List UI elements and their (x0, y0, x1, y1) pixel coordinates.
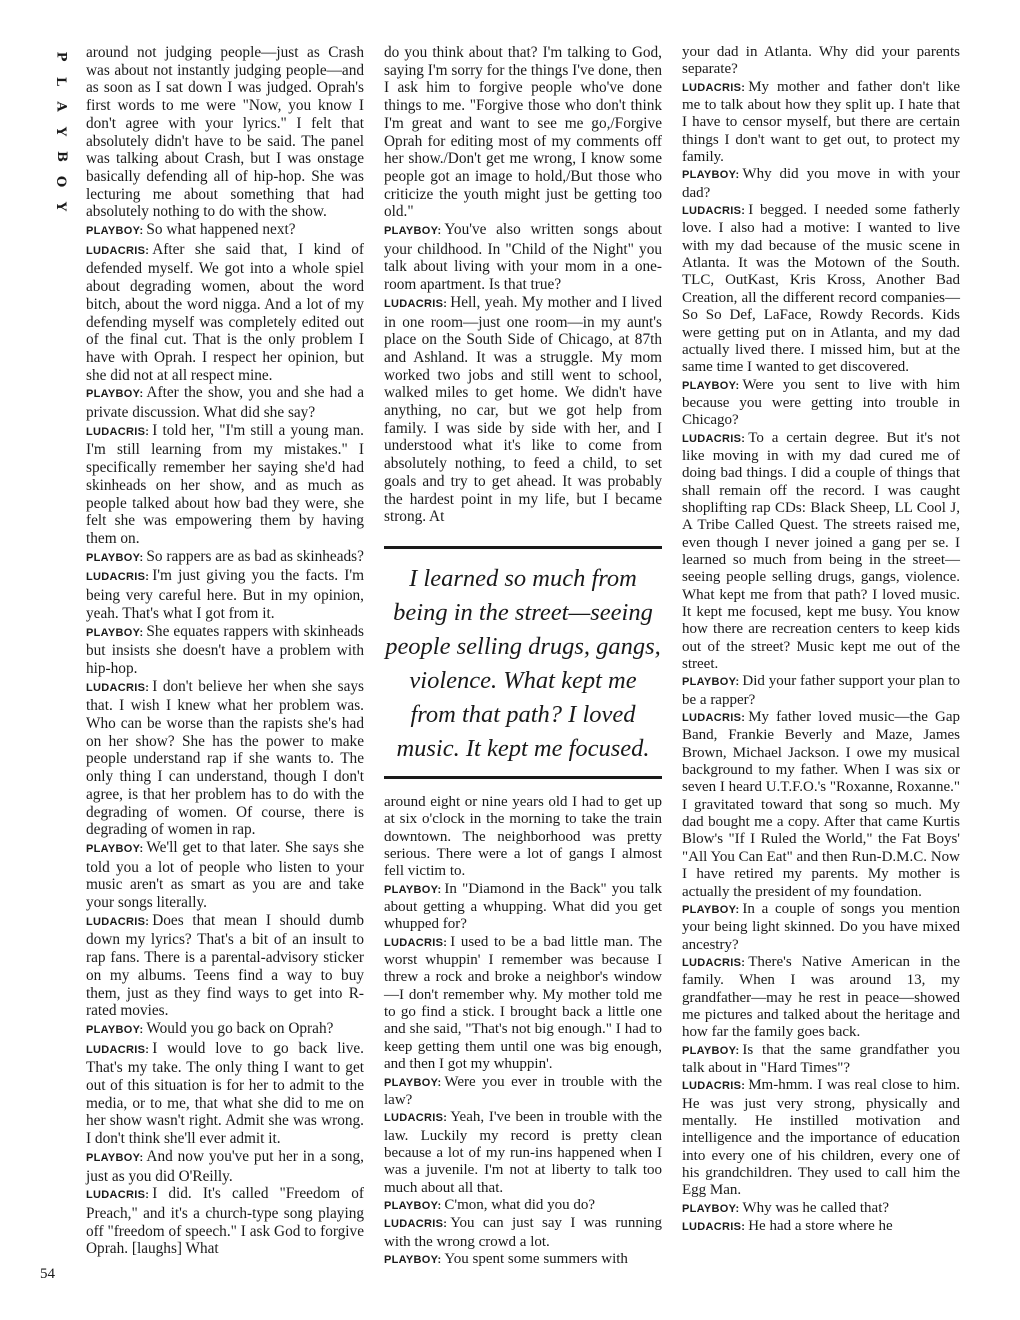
speaker-label: LUDACRIS: (682, 712, 746, 725)
speaker-label: LUDACRIS: (86, 425, 150, 438)
interview-paragraph (682, 377, 960, 430)
speaker-label: LUDACRIS: (682, 1080, 746, 1093)
speaker-label: LUDACRIS: (682, 956, 746, 969)
magazine-vertical-logo (48, 44, 74, 219)
paragraph-text: Yeah, I've been in trouble with the law. Luckily my record is pretty clean because a lot of my run-ins happened when I was a juvenile. I'm not at liberty to talk too much about all that. (384, 1109, 662, 1196)
paragraph-text: Hell, yeah. My mother and I lived in one room—just one room—in my aunt's place on the South Side of Chicago, at 87th and Ashland. It was a struggle. My mom worked two jobs and still went to school, walked miles to get home. We didn't have anything, no car, but we got help from family. I was side by side with her, and I understood what it's like to come from absolutely nothing, to feed a child, to set goals and try to get ahead. It was probably the hardest point in my life, but I became strong. At (384, 293, 662, 526)
paragraph-text: around eight or nine years old I had to get up at six o'clock in the morning to take the train downtown. The neighborhood was pretty serious. There were a lot of gangs I almost fell victim to. (384, 794, 662, 880)
paragraph-text: In a couple of songs you mention your being light skinned. Do you have mixed ancestry? (682, 900, 960, 953)
interview-paragraph (86, 912, 364, 1020)
paragraph-text: So rappers are as bad as skinheads? (146, 547, 364, 565)
speaker-label: PLAYBOY: (384, 1076, 442, 1089)
speaker-label: PLAYBOY: (682, 169, 740, 182)
text-column-2-continued (384, 794, 662, 1269)
speaker-label: LUDACRIS: (86, 244, 150, 257)
interview-paragraph (86, 1020, 364, 1040)
interview-paragraph (384, 1215, 662, 1251)
speaker-label: PLAYBOY: (682, 676, 740, 689)
paragraph-text: You can just say I was running with the wrong crowd a lot. (384, 1215, 662, 1250)
interview-paragraph (682, 1218, 960, 1236)
speaker-label: PLAYBOY: (86, 225, 144, 238)
paragraph-text: In "Diamond in the Back" you talk about getting a whupping. What did you get whupped for? (384, 880, 662, 933)
interview-paragraph (86, 623, 364, 678)
continued-paragraph (384, 44, 662, 221)
paragraph-text: She equates rappers with skinheads but insists she doesn't have a problem with hip-hop. (86, 622, 364, 677)
interview-paragraph (682, 202, 960, 376)
interview-paragraph (682, 1200, 960, 1218)
logo-letter: B (53, 151, 69, 162)
speaker-label: LUDACRIS: (682, 432, 746, 445)
interview-paragraph (682, 1042, 960, 1078)
paragraph-text: There's Native American in the family. When I was around 13, my grandfather—may he rest in peace—showed me pictures and talked about the heritage and how far the family goes back. (682, 953, 960, 1041)
logo-letter: Y (53, 201, 69, 212)
speaker-label: PLAYBOY: (86, 842, 144, 855)
paragraph-text: your dad in Atlanta. Why did your parents separate? (682, 44, 960, 78)
interview-paragraph (682, 901, 960, 954)
paragraph-text: Were you sent to live with him because you were getting into trouble in Chicago? (682, 376, 960, 429)
paragraph-text: We'll get to that later. She says she told you a lot of people who listen to your music aren't as smart as you are and take your songs literally. (86, 838, 364, 912)
paragraph-text: Would you go back on Oprah? (146, 1019, 334, 1037)
paragraph-text: After the show, you and she had a private discussion. What did she say? (86, 384, 364, 422)
paragraph-text: C'mon, what did you do? (444, 1196, 596, 1213)
paragraph-text: You spent some summers with (444, 1250, 628, 1267)
speaker-label: PLAYBOY: (86, 388, 144, 401)
logo-letter: P (53, 51, 69, 62)
paragraph-text: do you think about that? I'm talking to God, saying I'm sorry for the things I've done, then I ask him to forgive people who've done things to me. "Forgive those who don't think I'm great and want to see me go,/Forgive Oprah for editing most of my comments off her show./Don't get me wrong, I know some people got an image to hold,/But those who criticize the youth might just be getting too old." (384, 44, 662, 221)
paragraph-text: To a certain degree. But it's not like moving in with my dad cured me of doing bad things. I did a couple of things that shall remain off the record. I was caught shoplifting rap CDs: Black Sheep, LL Cool J, A Tribe Called Quest. The streets raised me, even though I never joined a gang per se. I learned so much from being in the street—seeing people selling drugs, gangs, violence. What kept me from that path? I loved music. It kept me focused, kept me busy. You know how there are recreation centers to keep kids out of the street? Music kept me out of the street. (682, 429, 960, 673)
interview-paragraph (86, 548, 364, 568)
paragraph-text: I'm just giving you the facts. I'm being very careful here. But in my opinion, yeah. That's what I got from it. (86, 567, 364, 622)
paragraph-text: I did. It's called "Freedom of Preach," and it's a church-type song playing off "freedom of speech." I ask God to forgive Oprah. [laughs] What (86, 1185, 364, 1258)
paragraph-text: He had a store where he (748, 1218, 893, 1235)
interview-paragraph (86, 1185, 364, 1258)
speaker-label: LUDACRIS: (86, 681, 150, 694)
interview-paragraph (682, 709, 960, 901)
interview-paragraph (384, 1074, 662, 1110)
interview-paragraph (682, 79, 960, 167)
speaker-label: PLAYBOY: (682, 379, 740, 392)
speaker-label: PLAYBOY: (86, 626, 144, 639)
paragraph-text: I begged. I needed some fatherly love. I also had a motive: I wanted to live with my dad because of the music scene in Atlanta. It was the Motown of the South. TLC, OutKast, Kris Kross, Another Bad Creation, all the different record companies—So So Def, LaFace, Rowdy Records. Kids were getting put on in Atlanta, and my dad actually lived there. I missed him, but at the same time I wanted to get discovered. (682, 202, 960, 376)
continued-paragraph (682, 44, 960, 79)
speaker-label: PLAYBOY: (86, 1151, 144, 1164)
speaker-label: PLAYBOY: (682, 1202, 740, 1215)
speaker-label: PLAYBOY: (384, 1253, 442, 1266)
paragraph-text: I told her, "I'm still a young man. I'm still learning from my mistakes." I specifically remember her saying she'd had skinheads on her show, and as much as people talked about how bad they were, she felt she was empowering them by having them on. (86, 421, 364, 547)
interview-paragraph (682, 1077, 960, 1199)
speaker-label: LUDACRIS: (682, 1221, 746, 1234)
speaker-label: PLAYBOY: (86, 1023, 144, 1036)
interview-paragraph (384, 221, 662, 294)
paragraph-text: Did your father support your plan to be a rapper? (682, 673, 960, 708)
speaker-label: PLAYBOY: (384, 225, 442, 238)
interview-paragraph (384, 1109, 662, 1197)
interview-paragraph (86, 221, 364, 241)
interview-paragraph (86, 678, 364, 839)
pull-quote: I learned so much from being in the street—seeing people selling drugs, gangs, violence. What kept me from that path? I loved music. It kept me focused. (385, 565, 661, 762)
page-number: 54 (40, 1266, 55, 1282)
speaker-label: PLAYBOY: (682, 1044, 740, 1057)
speaker-label: LUDACRIS: (86, 571, 150, 584)
logo-letter: L (53, 76, 69, 87)
speaker-label: PLAYBOY: (682, 903, 740, 916)
paragraph-text: Why was he called that? (742, 1199, 890, 1216)
speaker-label: LUDACRIS: (86, 915, 150, 928)
interview-paragraph (86, 567, 364, 622)
paragraph-text: My father loved music—the Gap Band, Frankie Beverly and Maze, James Brown, Michael Jackson. I owe my musical background to my father. When I was six or seven I heard U.T.F.O.'s "Roxanne, Roxanne." I gravitated toward that song so much. My dad bought me a copy. After that came Kurtis Blow's "If I Ruled the World," the Fat Boys' "All You Can Eat" and then Run-D.M.C. Now I have retired my parents. My mother is actually the president of my foundation. (682, 709, 960, 900)
paragraph-text: You've also written songs about your childhood. In "Child of the Night" you talk about living with your mom in a one-room apartment. Is that true? (384, 221, 662, 294)
interview-paragraph (384, 881, 662, 934)
speaker-label: LUDACRIS: (682, 205, 746, 218)
logo-letter: A (53, 101, 69, 112)
logo-letter: Y (53, 126, 69, 137)
interview-paragraph (682, 954, 960, 1042)
text-column-1 (86, 44, 364, 1258)
paragraph-text: I would love to go back live. That's my take. The only thing I want to get out of this situation is for her to admit to the media, or to me, that what she did to me on her show wasn't right. Admit she was wrong. I don't think she'll ever admit it. (86, 1039, 364, 1148)
speaker-label: LUDACRIS: (682, 81, 746, 94)
continued-paragraph (384, 794, 662, 881)
paragraph-text: I used to be a bad little man. The worst whuppin' I remember was because I threw a rock and broke a neighbor's window—I don't remember why. My mother told me to go find a stick. I brought back a little one and she said, "That's not big enough." I had to keep getting them until one was big enough, and then I got my whuppin'. (384, 933, 662, 1073)
speaker-label: LUDACRIS: (384, 1112, 448, 1125)
speaker-label: PLAYBOY: (384, 883, 442, 896)
paragraph-text: So what happened next? (146, 221, 296, 239)
paragraph-text: Mm-hmm. I was real close to him. He was just very strong, physically and mentally. He instilled motivation and intelligence and the importance of education into every one of his children, every one of his grandchildren. They used to call him the Egg Man. (682, 1077, 960, 1199)
speaker-label: PLAYBOY: (86, 551, 144, 564)
interview-paragraph (682, 430, 960, 674)
paragraph-text: around not judging people—just as Crash was about not instantly judging people—and as soon as I sat down I was judged. Oprah's first words to me were "Now, you know I don't agree with your lyrics." I felt that absolutely didn't have to be said. The panel was talking about Crash, but I was onstage basically defending all of hip-hop. She was lecturing me about something that had absolutely nothing to do with the show. (86, 44, 364, 221)
pull-quote-bottom-rule (384, 776, 662, 779)
paragraph-text: Why did you move in with your dad? (682, 166, 960, 201)
interview-paragraph (86, 422, 364, 548)
logo-letter: O (53, 175, 69, 188)
pull-quote-top-rule (384, 546, 662, 549)
paragraph-text: I don't believe her when she says that. I wish I knew what her problem was. Who can be worse than the rapists she's had on her show? She has the power to make people understand rap if she wants to. The only thing I can understand, though I don't agree, is that her problem has to do with the degrading of women. Of course, there is degrading of women in rap. (86, 677, 364, 839)
paragraph-text: After she said that, I kind of defended myself. We got into a whole spiel about degrading women, about the word bitch, about the word nigga. And a lot of my defending myself was completely edited out of the final cut. That is the only problem I have with Oprah. I respect her opinion, but she did not at all respect mine. (86, 240, 364, 384)
interview-paragraph (384, 1197, 662, 1215)
speaker-label: LUDACRIS: (86, 1043, 150, 1056)
interview-paragraph (86, 1148, 364, 1185)
speaker-label: PLAYBOY: (384, 1199, 442, 1212)
interview-paragraph (384, 1251, 662, 1269)
interview-paragraph (682, 166, 960, 202)
speaker-label: LUDACRIS: (384, 297, 448, 310)
interview-paragraph (86, 241, 364, 385)
interview-paragraph (682, 673, 960, 709)
text-column-2 (384, 44, 662, 526)
speaker-label: LUDACRIS: (384, 936, 448, 949)
interview-paragraph (384, 934, 662, 1074)
paragraph-text: And now you've put her in a song, just as you did O'Reilly. (86, 1147, 364, 1185)
interview-paragraph (86, 1040, 364, 1148)
continued-paragraph (86, 44, 364, 221)
interview-paragraph (384, 294, 662, 526)
paragraph-text: Does that mean I should dumb down my lyrics? That's a bit of an insult to rap fans. There is a parental-advisory sticker on my albums. Teens find a way to buy them, just as they find ways to get into R-rated movies. (86, 911, 364, 1020)
speaker-label: LUDACRIS: (384, 1218, 448, 1231)
paragraph-text: Is that the same grandfather you talk about in "Hard Times"? (682, 1041, 960, 1076)
text-column-3 (682, 44, 960, 1236)
interview-paragraph (86, 839, 364, 912)
paragraph-text: My mother and father don't like me to talk about how they split up. I hate that I have to censor myself, but there are certain things I don't want to get out, to protect my family. (682, 78, 960, 166)
interview-paragraph (86, 384, 364, 421)
paragraph-text: Were you ever in trouble with the law? (384, 1073, 662, 1108)
speaker-label: LUDACRIS: (86, 1189, 150, 1202)
